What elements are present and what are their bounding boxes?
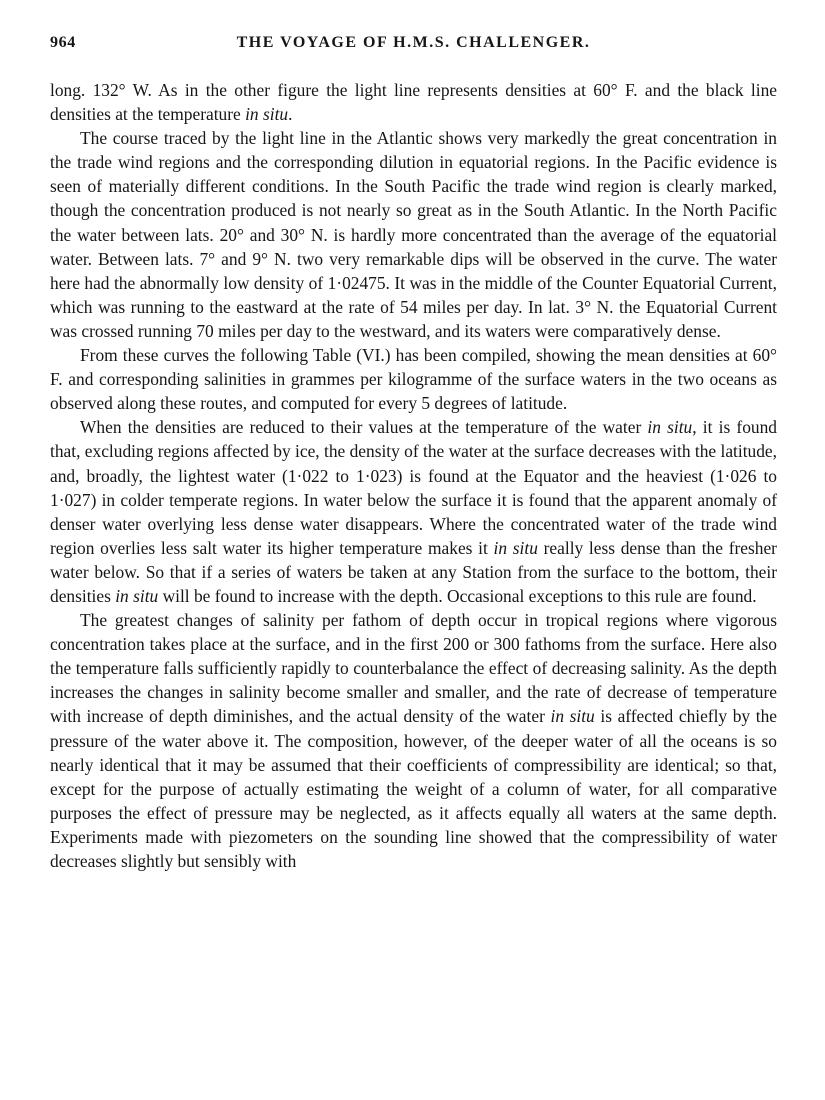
italic-term: in situ xyxy=(245,104,289,125)
paragraph-text: The greatest changes of salinity per fathom of depth occur in tropical regions where vigorous concentration takes place at the surface, and in the first 200 or 300 fathoms from the surface. Here also the temperature falls sufficiently rapidly to counterbalance the effect of decreasing salinity. As the depth increases the changes in salinity become smaller and smaller, and the rate of decrease of temperature with increase of depth diminishes, and the actual density of the water xyxy=(50,610,777,727)
paragraph-text: . xyxy=(288,104,293,125)
paragraph-continuation xyxy=(50,78,777,126)
italic-term: in situ xyxy=(647,417,693,438)
paragraph-text: is affected chiefly by the pressure of the water above it. The composition, however, of the deeper water of all the oceans is so nearly identical that it may be assumed that their coefficients of compressibility are identical; so that, except for the purpose of actually estimating the weight of a column of water, for all comparative purposes the effect of pressure may be neglected, as it affects equally all waters at the same depth. Experiments made with piezometers on the sounding line showed that the compressibility of water decreases slightly but sensibly with xyxy=(50,706,777,871)
paragraph-densities-in-situ xyxy=(50,415,777,608)
paragraph-table-vi xyxy=(50,343,777,415)
italic-term: in situ xyxy=(550,706,595,727)
page-number: 964 xyxy=(50,34,76,51)
paragraph-text: long. 132° W. As in the other figure the light line represents densities at 60° F. and the black line densities at the temperature xyxy=(50,80,777,125)
paragraph-text: , it is found that, excluding regions affected by ice, the density of the water at the surface decreases with the latitude, and, broadly, the lightest water (1·022 to 1·023) is found at the Equator and the heaviest (1·026 to 1·027) in colder temperate regions. In water below the surface it is found that the apparent anomaly of denser water overlying less dense water disappears. Where the concentrated water of the trade wind region overlies less salt water its higher temperature makes it xyxy=(50,417,777,558)
italic-term: in situ xyxy=(493,537,538,558)
paragraph-text: really less dense than the fresher water below. So that if a series of waters be taken at any Station from the surface to the bottom, their densities xyxy=(50,537,777,606)
paragraph-text: will be found to increase with the depth. Occasional exceptions to this rule are found. xyxy=(158,585,757,606)
paragraph-text: From these curves the following Table (VI.) has been compiled, showing the mean densities at 60° F. and corresponding salinities in grammes per kilogramme of the surface waters in the two oceans as observed along these routes, and computed for every 5 degrees of latitude. xyxy=(50,345,777,414)
paragraph-atlantic-pacific xyxy=(50,126,777,343)
document-page xyxy=(50,34,777,873)
italic-term: in situ xyxy=(115,585,159,606)
paragraph-text: When the densities are reduced to their values at the temperature of the water xyxy=(80,417,648,438)
running-title: THE VOYAGE OF H.M.S. CHALLENGER. xyxy=(236,34,591,51)
paragraph-salinity-changes xyxy=(50,608,777,873)
page-header xyxy=(50,34,777,58)
paragraph-text: The course traced by the light line in the Atlantic shows very markedly the great concentration in the trade wind regions and the corresponding dilution in equatorial regions. In the Pacific evidence is seen of materially different conditions. In the South Pacific the trade wind region is clearly marked, though the concentration produced is not nearly so great as in the South Atlantic. In the North Pacific the water between lats. 20° and 30° N. is hardly more concentrated than the average of the equatorial water. Between lats. 7° and 9° N. two very remarkable dips will be observed in the curve. The water here had the abnormally low density of 1·02475. It was in the middle of the Counter Equatorial Current, which was running to the eastward at the rate of 54 miles per day. In lat. 3° N. the Equatorial Current was crossed running 70 miles per day to the westward, and its waters were comparatively dense. xyxy=(50,128,777,341)
